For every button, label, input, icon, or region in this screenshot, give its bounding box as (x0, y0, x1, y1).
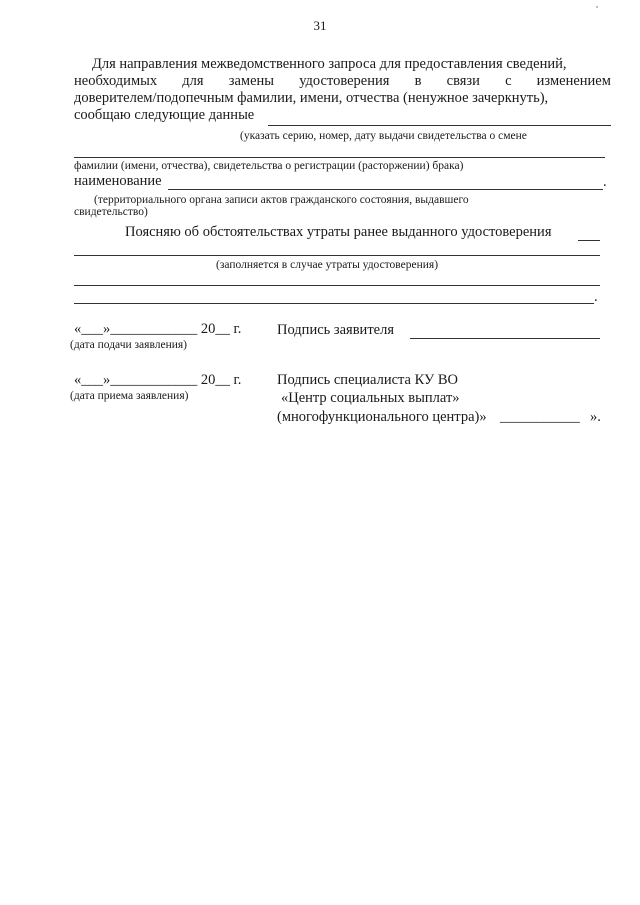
intro-word: для (182, 73, 204, 89)
intro-word: необходимых (74, 73, 158, 89)
hint-registry-b: свидетельство) (74, 206, 148, 218)
certificate-data-field[interactable] (268, 125, 611, 126)
specialist-signature-label-3: (многофункционального центра)» (277, 409, 487, 425)
page-number: 31 (313, 18, 327, 33)
specialist-signature-field[interactable]: ___________ (500, 409, 580, 425)
intro-word: с (505, 73, 512, 89)
submission-date-caption: (дата подачи заявления) (70, 339, 187, 351)
hint-registry-a: (территориального органа записи актов гражданского состояния, выдавшего (94, 194, 469, 206)
intro-word: удостоверения (299, 73, 390, 89)
naming-label: наименование (74, 173, 162, 189)
hint-certificate-b: фамилии (имени, отчества), свидетельства о регистрации (расторжении) брака) (74, 160, 464, 172)
hint-loss: (заполняется в случае утраты удостоверения) (216, 259, 439, 271)
intro-word: изменением (536, 73, 611, 89)
intro-line-3: доверителем/подопечным фамилии, имени, отчества (ненужное зачеркнуть), (74, 90, 549, 106)
loss-field-tail[interactable] (578, 240, 600, 241)
specialist-signature-label-1: Подпись специалиста КУ ВО (277, 372, 459, 388)
scan-speck (596, 6, 598, 8)
intro-line-4: сообщаю следующие данные (74, 107, 255, 123)
intro-line-2 (74, 73, 611, 90)
intro-word: замены (228, 73, 275, 89)
acceptance-date-field[interactable]: «___»____________ 20__ г. (74, 372, 242, 388)
intro-word: в (414, 73, 422, 89)
specialist-signature-end: ». (590, 409, 601, 425)
registry-office-field[interactable] (168, 189, 603, 190)
acceptance-date-caption: (дата приема заявления) (70, 390, 189, 402)
loss-explanation-label: Поясняю об обстоятельствах утраты ранее выданного удостоверения (125, 224, 552, 240)
applicant-signature-label: Подпись заявителя (277, 322, 394, 338)
applicant-signature-field[interactable] (410, 338, 600, 339)
loss-field-line-1[interactable] (74, 255, 600, 256)
loss-field-line-2[interactable] (74, 285, 600, 286)
hint-certificate-a: (указать серию, номер, дату выдачи свидетельства о смене (240, 130, 527, 142)
naming-period: . (603, 174, 607, 190)
loss-field-line-3[interactable] (74, 303, 594, 304)
loss-period: . (594, 289, 598, 305)
specialist-signature-label-2: «Центр социальных выплат» (281, 390, 460, 406)
certificate-data-field-2[interactable] (74, 157, 605, 158)
intro-line-1: Для направления межведомственного запроса для предоставления сведений, (92, 56, 567, 72)
submission-date-field[interactable]: «___»____________ 20__ г. (74, 321, 242, 337)
intro-word: связи (446, 73, 480, 89)
